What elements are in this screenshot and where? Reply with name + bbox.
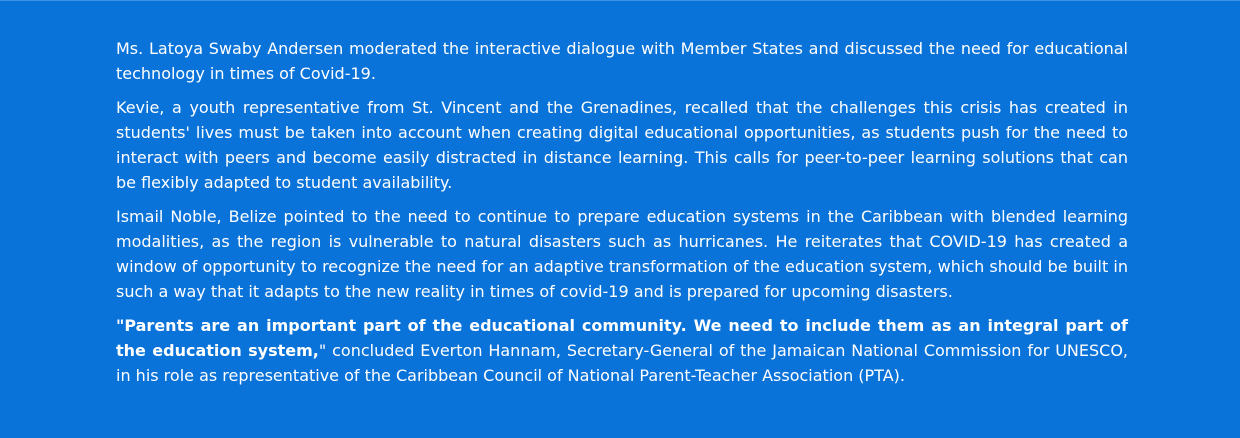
parent-quote: "Parents are an important part of the educational community. We need to include them as an integral part of the education system, (116, 316, 1128, 360)
paragraph-closing-quote (116, 313, 1128, 388)
paragraph-moderator: Ms. Latoya Swaby Andersen moderated the interactive dialogue with Member States and discussed the need for educational technology in times of Covid-19. (116, 39, 1128, 83)
paragraph-youth-representative: Kevie, a youth representative from St. Vincent and the Grenadines, recalled that the challenges this crisis has created in students' lives must be taken into account when creating digital educational opportunities, as students push for the need to interact with peers and become easily distracted in distance learning. This calls for peer-to-peer learning solutions that can be flexibly adapted to student availability. (116, 98, 1128, 192)
paragraph-belize-statement: Ismail Noble, Belize pointed to the need to continue to prepare education systems in the Caribbean with blended learning modalities, as the region is vulnerable to natural disasters such as hurricanes. He reiterates that COVID-19 has created a window of opportunity to recognize the need for an adaptive transformation of the education system, which should be built in such a way that it adapts to the new reality in times of covid-19 and is prepared for upcoming disasters. (116, 207, 1128, 301)
quote-attribution: " concluded Everton Hannam, Secretary-General of the Jamaican National Commission for UNESCO, in his role as representative of the Caribbean Council of National Parent-Teacher Association (PTA). (116, 341, 1129, 385)
article-body (116, 36, 1128, 397)
